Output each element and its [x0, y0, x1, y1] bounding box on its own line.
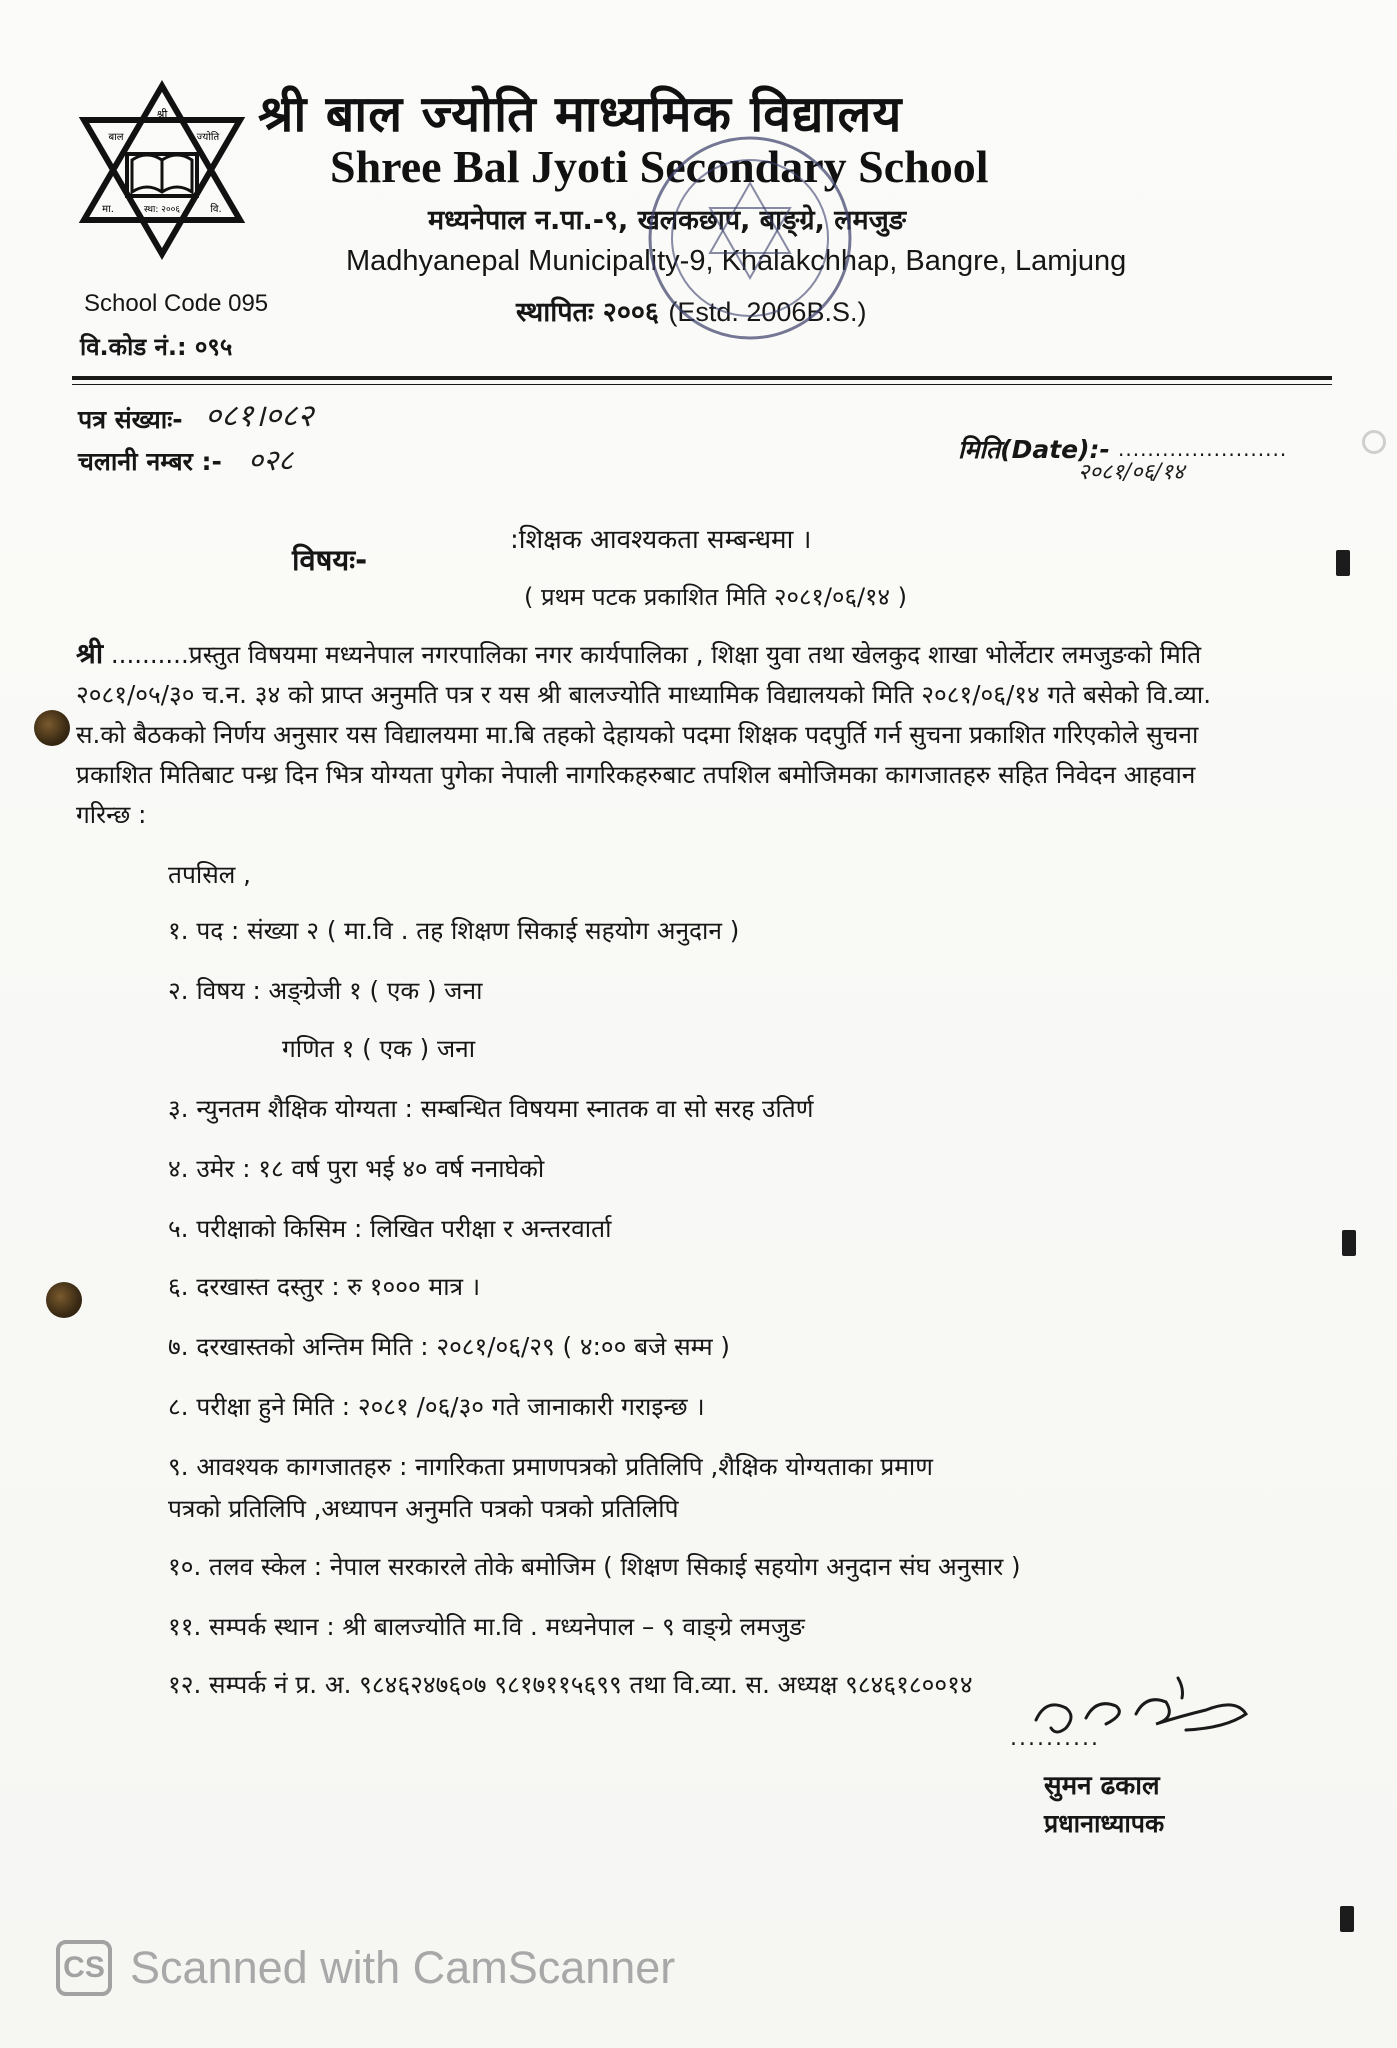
first-published-note: ( प्रथम पटक प्रकाशित मिति २०८१/०६/१४ )	[524, 583, 907, 611]
logo-bottom-left-text: मा.	[102, 204, 114, 215]
list-item: ९. आवश्यक कागजातहरु : नागरिकता प्रमाणपत्रको प्रतिलिपि ,शैक्षिक योग्यताका प्रमाण	[168, 1452, 933, 1481]
subject-label: विषयः-	[292, 543, 368, 577]
school-logo-star	[72, 80, 252, 260]
staple-mark	[1342, 1230, 1356, 1256]
list-item: ८. परीक्षा हुने मिति : २०८१ /०६/३० गते जानाकारी गराइन्छ ।	[168, 1392, 705, 1421]
header-rule-thick	[72, 376, 1332, 380]
staple-mark	[1336, 550, 1350, 576]
list-item: पत्रको प्रतिलिपि ,अध्यापन अनुमति पत्रको पत्रको प्रतिलिपि	[168, 1494, 679, 1523]
date-label: मिति(Date):-	[958, 435, 1110, 464]
school-name-nepali: श्री बाल ज्योति माध्यमिक विद्यालय	[258, 85, 903, 143]
logo-right-text: ज्योति	[196, 132, 220, 143]
dispatch-number-label: चलानी नम्बर :-	[78, 447, 222, 476]
logo-top-text: श्री	[156, 108, 168, 121]
letter-number-value: ०८१।०८२	[205, 398, 314, 434]
date-dotted-line: .......................	[1118, 437, 1288, 461]
list-item: २. विषय : अङ्ग्रेजी १ ( एक ) जना	[168, 976, 483, 1005]
list-item: ११. सम्पर्क स्थान : श्री बालज्योति मा.वि . मध्यनेपाल – ९ वाङ्ग्रे लमजुङ	[168, 1612, 805, 1641]
list-item: १०. तलव स्केल : नेपाल सरकारले तोके बमोजिम ( शिक्षण सिकाई सहयोग अनुदान संघ अनुसार )	[168, 1552, 1021, 1581]
dispatch-number-value: ०२८	[248, 443, 294, 477]
list-item: गणित १ ( एक ) जना	[282, 1034, 476, 1063]
pin-mark	[1362, 430, 1386, 454]
notice-body	[76, 634, 1256, 835]
list-item: ६. दरखास्त दस्तुर : रु १००० मात्र ।	[168, 1272, 481, 1301]
list-item: ३. न्युनतम शैक्षिक योग्यता : सम्बन्धित विषयमा स्नातक वा सो सरह उतिर्ण	[168, 1094, 814, 1123]
school-seal-stamp	[640, 128, 860, 348]
address-nepali: मध्यनेपाल न.पा.-९, खलकछाप, बाङ्ग्रे, लमजुङ	[428, 205, 906, 236]
school-name-english: Shree Bal Jyoti Secondary School	[330, 141, 989, 192]
addressee: श्री	[76, 637, 104, 670]
notice-paragraph-text: ..........प्रस्तुत विषयमा मध्यनेपाल नगरपालिका नगर कार्यपालिका , शिक्षा युवा तथा खेलकुद शाखा भोर्लेटार लमजुङको मिति २०८१/०५/३० च.न. ३४ को प्राप्त अनुमति पत्र र यस श्री बालज्योति माध्यामिक विद्यालयको मिति २०८१/०६/१४ गते बसेको वि.व्या. स.को बैठकको निर्णय अनुसार यस विद्यालयमा मा.बि तहको देहायको पदमा शिक्षक पदपुर्ति गर्न सुचना प्रकाशित गरिएकोले सुचना प्रकाशित मितिबाट पन्ध्र दिन भित्र योग्यता पुगेका नेपाली नागरिकहरुबाट तपशिल बमोजिमका कागजातहरु सहित निवेदन आहवान गरिन्छ :	[76, 640, 1212, 829]
camscanner-watermark	[56, 1940, 675, 1996]
signature-dotted-line: ..........	[1010, 1726, 1100, 1751]
logo-bottom-mid-text: स्था: २००६	[143, 205, 181, 215]
subject-text: :शिक्षक आवश्यकता सम्बन्धमा ।	[510, 525, 812, 555]
camscanner-logo-icon: CS	[56, 1940, 112, 1996]
list-item: १२. सम्पर्क नं प्र. अ. ९८४६२४७६०७ ९८१७११५६९९ तथा वि.व्या. स. अध्यक्ष ९८४६१८००१४	[168, 1670, 973, 1699]
school-code-english: School Code 095	[84, 290, 269, 317]
notice-paragraph	[76, 634, 1256, 835]
header-rule-thin	[72, 384, 1332, 385]
list-item: १. पद : संख्या २ ( मा.वि . तह शिक्षण सिकाई सहयोग अनुदान )	[168, 916, 740, 945]
logo-left-text: बाल	[108, 132, 124, 143]
tapasil-heading: तपसिल ,	[168, 860, 251, 889]
list-item: ५. परीक्षाको किसिम : लिखित परीक्षा र अन्तरवार्ता	[168, 1214, 612, 1243]
camscanner-text: Scanned with CamScanner	[130, 1942, 676, 1993]
punch-hole	[34, 710, 70, 746]
school-code-nepali: वि.कोड नं.: ०९५	[80, 333, 233, 361]
established-nepali: स्थापितः २००६	[516, 297, 659, 328]
signatory-name: सुमन ढकाल	[1044, 1771, 1160, 1801]
punch-hole	[46, 1282, 82, 1318]
letter-number-label: पत्र संख्याः-	[78, 405, 183, 434]
list-item: ४. उमेर : १८ वर्ष पुरा भई ४० वर्ष ननाघेको	[168, 1154, 545, 1183]
address-english: Madhyanepal Municipality-9, Khalakchhap, Bangre, Lamjung	[346, 245, 1127, 277]
date-value: २०८१/०६/१४	[1078, 460, 1185, 485]
established-english: (Estd. 2006B.S.)	[668, 297, 867, 327]
logo-bottom-right-text: वि.	[210, 204, 222, 215]
staple-mark	[1340, 1906, 1354, 1932]
signatory-title: प्रधानाध्यापक	[1044, 1809, 1165, 1838]
list-item: ७. दरखास्तको अन्तिम मिति : २०८१/०६/२९ ( ४:०० बजे सम्म )	[168, 1332, 730, 1361]
